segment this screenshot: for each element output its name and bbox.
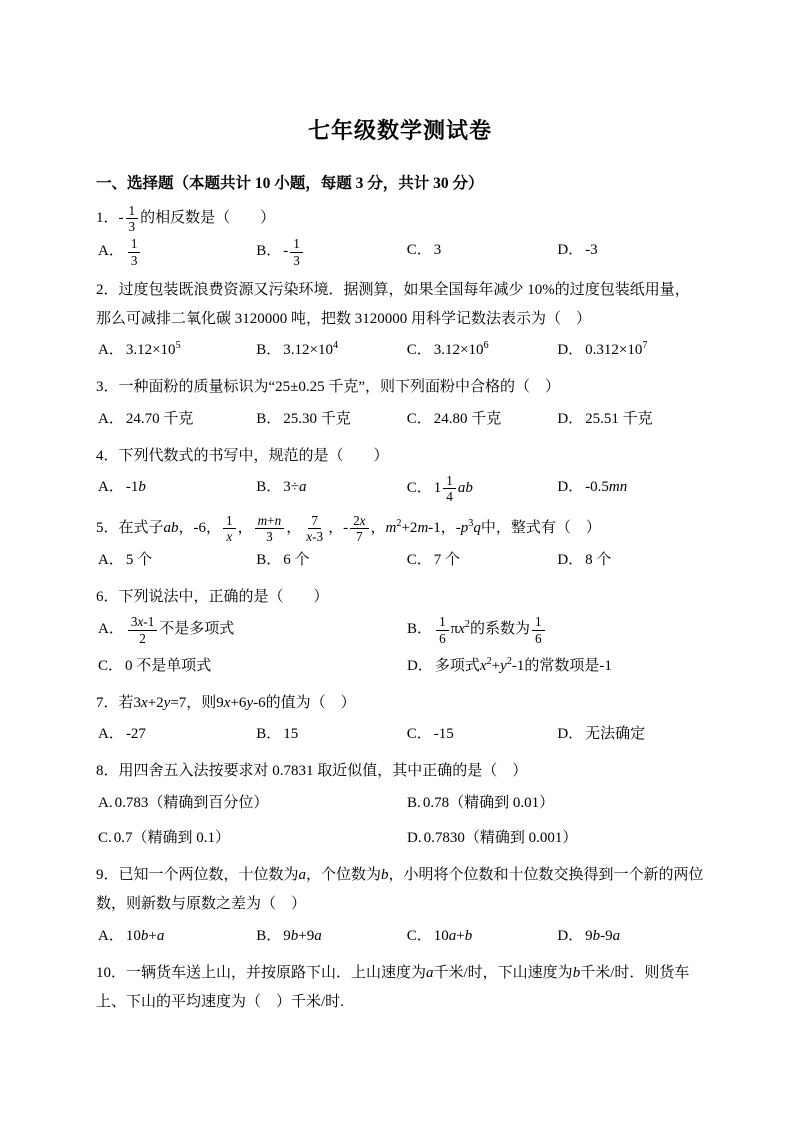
option-d (557, 236, 704, 267)
options-row (98, 720, 704, 749)
option-text: -27 (125, 726, 146, 743)
option-text: $3.12\times 10^5$ (125, 340, 181, 359)
option-b (256, 236, 407, 267)
option-label: B． (256, 726, 282, 743)
options-row (98, 546, 704, 575)
option-label: A． (98, 243, 124, 260)
option-label: A. (98, 794, 113, 811)
option-c (407, 546, 558, 575)
option-c (407, 336, 558, 365)
option-label: A． (98, 927, 124, 944)
option-text: $\frac{3x-1}{2}$ 不是多项式 (126, 621, 234, 637)
question-6 (96, 583, 704, 681)
option-text: $\frac{1}{6}$ $\pi x^2$的系数为 $\frac{1}{6}$ (434, 621, 547, 637)
option-b (407, 614, 704, 645)
option-text: 0.7（精确到 0.1） (113, 829, 231, 846)
option-label: B． (407, 621, 433, 638)
question-2 (96, 276, 704, 366)
option-d (557, 405, 704, 434)
option-d (557, 922, 704, 951)
question-5 (96, 513, 704, 576)
option-d (407, 824, 704, 853)
option-label: D． (557, 551, 584, 568)
option-c (98, 824, 407, 853)
option-c (407, 922, 558, 951)
option-b (256, 922, 407, 951)
option-label: D． (557, 410, 584, 427)
options-row (98, 336, 704, 365)
option-c (407, 236, 558, 267)
option-label: D． (557, 479, 584, 496)
option-text: 10a+b (433, 927, 473, 944)
option-text: 5 个 (125, 551, 153, 568)
options-row (98, 922, 704, 951)
question-3 (96, 373, 704, 434)
option-text: 3÷a (283, 479, 307, 496)
question-stem: 6．下列说法中，正确的是（ ） (96, 589, 329, 606)
option-label: C． (406, 410, 432, 427)
option-c (407, 405, 558, 434)
option-label: B． (256, 342, 282, 359)
option-text: 0.78（精确到 0.01） (422, 794, 555, 811)
option-c (98, 652, 407, 681)
question-stem: 2．过度包装既浪费资源又污染环境．据测算，如果全国每年减少 10%的过度包装纸用量，那么可减排二氧化碳 3120000 吨，把数 3120000 用科学记数法表示为（ ） (96, 281, 690, 327)
option-label: A． (98, 410, 124, 427)
option-text: - $\frac{1}{3}$ (283, 243, 305, 259)
option-a (98, 405, 256, 434)
question-stem: 7．若3x+2y=7，则9x+6y-6的值为（ ） (96, 694, 356, 711)
option-text: 0.7830（精确到 0.001） (423, 829, 578, 846)
option-a (98, 336, 256, 365)
option-b (407, 789, 704, 818)
option-b (256, 720, 407, 749)
option-a (98, 789, 407, 818)
option-text: 无法确定 (585, 726, 646, 743)
option-label: C． (406, 342, 432, 359)
question-10 (96, 959, 704, 1018)
option-d (557, 546, 704, 575)
option-text: 8 个 (585, 551, 612, 568)
option-text: 1 $\frac{1}{4}$ ab (433, 473, 473, 505)
option-text: 9b+9a (283, 927, 322, 944)
option-label: C． (98, 657, 124, 674)
option-label: C. (98, 829, 112, 846)
question-8 (96, 757, 704, 853)
option-label: B． (256, 243, 282, 260)
option-label: A． (98, 551, 124, 568)
option-label: D． (557, 242, 584, 259)
option-label: A． (98, 726, 124, 743)
question-4 (96, 442, 704, 505)
option-text: $\frac{1}{3}$ (126, 243, 143, 259)
question-stem: 8．用四舍五入法按要求对 0.7831 取近似值，其中正确的是（ ） (96, 763, 528, 780)
question-1 (96, 203, 704, 268)
option-text: 多项式$x^2+y^2-1$的常数项是-1 (434, 655, 612, 674)
question-7 (96, 689, 704, 750)
option-label: D． (407, 657, 433, 674)
question-stem: 10．一辆货车送上山，并按原路下山．上山速度为a千米/时，下山速度为b千米/时．则货车上、下山的平均速度为（ ）千米/时. (96, 964, 690, 1011)
option-text: -15 (433, 726, 454, 743)
option-label: B． (256, 551, 282, 568)
option-label: A． (98, 621, 124, 638)
page-title: 七年级数学测试卷 (307, 118, 492, 143)
option-text: -0.5mn (585, 479, 628, 496)
option-label: A． (98, 342, 124, 359)
option-text: $3.12\times 10^6$ (433, 340, 489, 359)
question-stem: 3．一种面粉的质量标识为“25±0.25 千克”，则下列面粉中合格的（ ） (96, 379, 561, 396)
option-a (98, 614, 407, 645)
option-d (557, 720, 704, 749)
option-label: B． (256, 479, 282, 496)
option-a (98, 473, 256, 504)
option-text: -3 (585, 242, 598, 259)
option-text: 3 (433, 242, 442, 259)
option-text: 10b+a (125, 927, 165, 944)
question-stem: 4．下列代数式的书写中，规范的是（ ） (96, 447, 389, 464)
option-a (98, 922, 256, 951)
option-text: 24.70 千克 (125, 410, 194, 427)
option-a (98, 720, 256, 749)
question-stem: 5．在式子ab，-6， $\frac{1}{x}$ ， $\frac{m+n}{3}$ ， $\frac{7}{x-3}$ ，- $\frac{2x}{7}$ ，$m^2+2m-1$，$-p^3q$中，整式有（ ） (96, 512, 601, 544)
option-label: C． (406, 927, 432, 944)
option-text: 7 个 (433, 551, 461, 568)
option-c (407, 473, 558, 504)
option-label: D. (407, 829, 422, 846)
option-label: C． (406, 726, 432, 743)
option-text: 24.80 千克 (433, 410, 502, 427)
option-c (407, 720, 558, 749)
question-stem: 1．- $\frac{1}{3}$ 的相反数是（ ） (96, 203, 276, 235)
option-a (98, 546, 256, 575)
section-title: 一、选择题（本题共计 10 小题，每题 3 分，共计 30 分） (96, 175, 484, 192)
options-grid (98, 789, 704, 854)
options-row (98, 236, 704, 267)
option-label: B. (407, 794, 421, 811)
options-row (98, 473, 704, 504)
question-9 (96, 861, 704, 951)
option-d (407, 652, 704, 681)
option-text: 9b-9a (585, 927, 621, 944)
option-text: -1b (125, 479, 146, 496)
option-label: D． (557, 726, 584, 743)
option-text: 0.783（精确到百分位） (114, 794, 269, 811)
option-b (256, 473, 407, 504)
option-text: $3.12\times 10^4$ (283, 340, 339, 359)
option-label: D． (557, 342, 584, 359)
question-stem: 9．已知一个两位数，十位数为a，个位数为b，小明将个位数和十位数交换得到一个新的两位数，则新数与原数之差为（ ） (96, 867, 704, 913)
option-d (557, 336, 704, 365)
option-label: A． (98, 479, 124, 496)
option-label: C． (406, 551, 432, 568)
option-b (256, 546, 407, 575)
option-text: 0 不是单项式 (125, 657, 212, 674)
option-label: C． (406, 242, 432, 259)
option-label: C． (406, 480, 432, 497)
options-grid (98, 614, 704, 681)
option-text: $0.312\times 10^7$ (585, 340, 648, 359)
option-label: B． (256, 927, 282, 944)
option-label: B． (256, 410, 282, 427)
option-b (256, 405, 407, 434)
option-text: 25.51 千克 (585, 410, 653, 427)
option-text: 15 (283, 726, 299, 743)
option-a (98, 236, 256, 267)
option-b (256, 336, 407, 365)
option-label: D． (557, 927, 584, 944)
options-row (98, 405, 704, 434)
option-d (557, 473, 704, 504)
option-text: 25.30 千克 (283, 410, 351, 427)
option-text: 6 个 (283, 551, 310, 568)
